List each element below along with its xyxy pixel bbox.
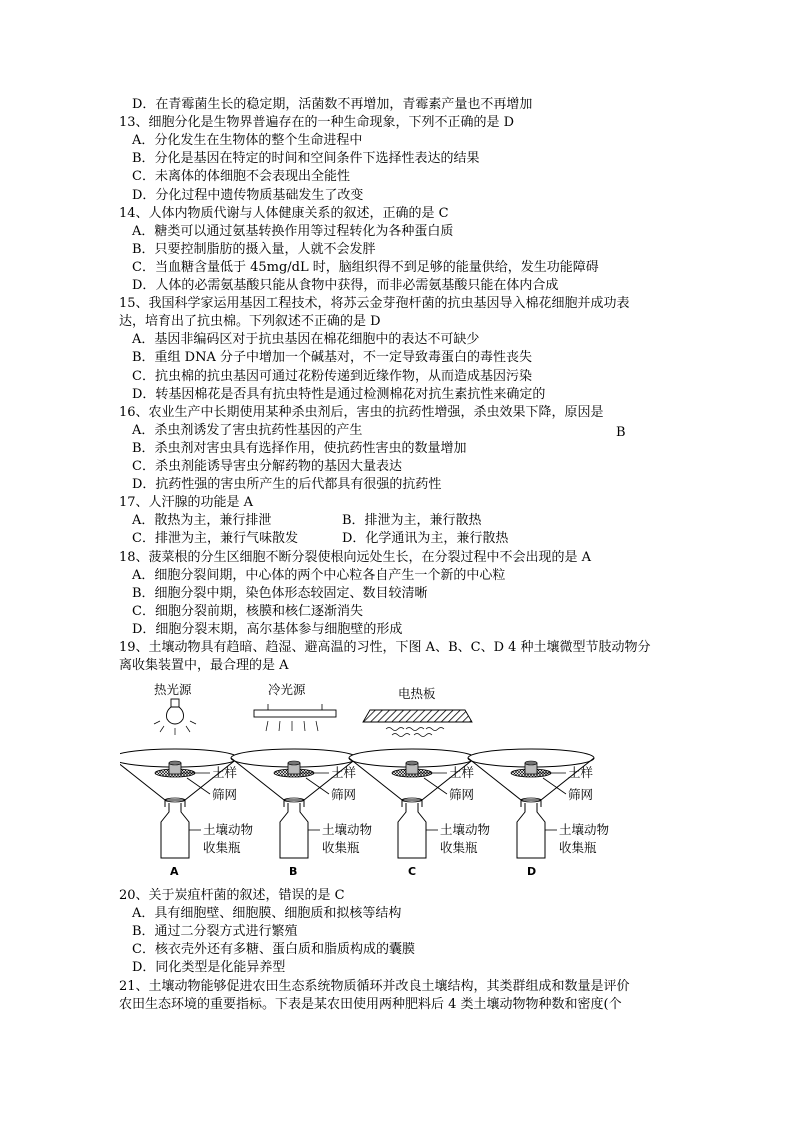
- question-line: 19、土壤动物具有趋暗、趋湿、避高温的习性，下图 A、B、C、D 4 种土壤微型节肢动物分: [119, 640, 651, 655]
- option-line: B．只要控制脂肪的摄入量，人就不会发胖: [132, 241, 376, 257]
- option-line: A．糖类可以通过氨基转换作用等过程转化为各种蛋白质: [132, 223, 454, 239]
- option-line: B．分化是基因在特定的时间和空间条件下选择性表达的结果: [132, 151, 480, 167]
- soil-label: 土样: [331, 765, 357, 780]
- hot-plate-icon: [363, 710, 472, 737]
- mesh-label: 筛网: [212, 787, 238, 802]
- option-line: A．基因非编码区对于抗虫基因在棉花细胞中的表达不可缺少: [132, 332, 480, 348]
- option-line: B．排泄为主，兼行散热: [342, 513, 482, 529]
- caption-c: C: [408, 865, 417, 878]
- bulb-icon: [154, 699, 196, 735]
- mesh-label: 筛网: [568, 787, 594, 802]
- question-line: 18、菠菜根的分生区细胞不断分裂使根向远处生长，在分裂过程中不会出现的是 A: [119, 549, 592, 565]
- option-line: B．细胞分裂中期，染色体形态较固定、数目较清晰: [132, 585, 428, 601]
- option-line: A．分化发生在生物体的整个生命进程中: [132, 133, 363, 149]
- soil-animal-extraction-figure: [120, 682, 700, 878]
- apparatus-a: [120, 682, 254, 878]
- option-line: D．同化类型是化能异养型: [132, 960, 286, 976]
- option-line: A．细胞分裂间期，中心体的两个中心粒各自产生一个新的中心粒: [132, 567, 506, 583]
- question-line: 20、关于炭疽杆菌的叙述，错误的是 C: [119, 888, 345, 903]
- option-line: D．人体的必需氨基酸只能从食物中获得，而非必需氨基酸只能在体内合成: [132, 278, 559, 293]
- source-label-hot-light: 热光源: [154, 682, 192, 697]
- option-line: C．当血糖含量低于 45mg/dL 时，脑组织得不到足够的能量供给，发生功能障碍: [132, 259, 599, 275]
- question-line: 21、土壤动物能够促进农田生态系统物质循环并改良土壤结构，其类群组成和数量是评价: [119, 978, 630, 994]
- caption-b: B: [289, 865, 298, 878]
- option-line: C．核衣壳外还有多糖、蛋白质和脂质构成的囊膜: [132, 942, 415, 958]
- option-line: D．细胞分裂末期，高尔基体参与细胞壁的形成: [132, 621, 403, 637]
- option-line: D．化学通讯为主，兼行散热: [342, 531, 509, 547]
- option-line: A．具有细胞壁、细胞膜、细胞质和拟核等结构: [132, 906, 402, 922]
- bottle-label-2: 收集瓶: [440, 840, 478, 855]
- mesh-label: 筛网: [449, 787, 475, 802]
- q16-answer: B: [616, 425, 626, 440]
- option-line: D．转基因棉花是否具有抗虫特性是通过检测棉花对抗生素抗性来确定的: [132, 386, 546, 402]
- source-label-cold-light: 冷光源: [268, 682, 306, 697]
- bottle-label-2: 收集瓶: [203, 840, 241, 855]
- question-line: 13、细胞分化是生物界普遍存在的一种生命现象，下列不正确的是 D: [119, 115, 515, 131]
- question-line: 农田生态环境的重要指标。下表是某农田使用两种肥料后 4 类土壤动物物种数和密度(个: [119, 996, 622, 1012]
- option-line: C．杀虫剂能诱导害虫分解药物的基因大量表达: [132, 459, 402, 474]
- bottle-label-1: 土壤动物: [322, 822, 373, 837]
- question-line: 离收集装置中，最合理的是 A: [119, 658, 289, 674]
- option-line: A．杀虫剂诱发了害虫抗药性基因的产生: [132, 422, 363, 438]
- apparatus-c: [349, 686, 491, 878]
- apparatus-d: [468, 749, 610, 878]
- option-line: C．未离体的体细胞不会表现出全能性: [132, 169, 350, 185]
- bottle-label-1: 土壤动物: [559, 822, 610, 837]
- source-label-hot-plate: 电热板: [398, 686, 436, 701]
- option-line: D．分化过程中遗传物质基础发生了改变: [132, 187, 364, 203]
- question-line: 15、我国科学家运用基因工程技术，将苏云金芽孢杆菌的抗虫基因导入棉花细胞并成功表: [119, 296, 630, 312]
- option-line: C．细胞分裂前期，核膜和核仁逐渐消失: [132, 603, 363, 619]
- question-line: 17、人汗腺的功能是 A: [119, 495, 254, 511]
- soil-label: 土样: [568, 765, 594, 780]
- bottle-label-1: 土壤动物: [440, 822, 491, 837]
- option-line: D．抗药性强的害虫所产生的后代都具有很强的抗药性: [132, 477, 442, 493]
- option-line: A．散热为主，兼行排泄: [132, 513, 272, 529]
- apparatus-b: [231, 682, 373, 878]
- cold-light-icon: [254, 704, 336, 731]
- option-line: B．重组 DNA 分子中增加一个碱基对，不一定导致毒蛋白的毒性丧失: [132, 350, 533, 366]
- bottle-label-2: 收集瓶: [322, 840, 360, 855]
- caption-d: D: [527, 865, 537, 878]
- option-line: B．通过二分裂方式进行繁殖: [132, 924, 298, 940]
- option-line: B．杀虫剂对害虫具有选择作用，使抗药性害虫的数量增加: [132, 440, 467, 456]
- question-line: 16、农业生产中长期使用某种杀虫剂后，害虫的抗药性增强，杀虫效果下降，原因是: [119, 404, 604, 420]
- question-line: 14、人体内物质代谢与人体健康关系的叙述，正确的是 C: [119, 205, 449, 221]
- caption-a: A: [170, 865, 179, 878]
- option-line: C．抗虫棉的抗虫基因可通过花粉传递到近缘作物，从而造成基因污染: [132, 368, 532, 384]
- soil-label: 土样: [449, 765, 475, 780]
- option-line: D．在青霉菌生长的稳定期，活菌数不再增加，青霉素产量也不再增加: [132, 97, 533, 112]
- option-line: C．排泄为主，兼行气味散发: [132, 531, 298, 547]
- bottle-label-1: 土壤动物: [203, 822, 254, 837]
- bottle-label-2: 收集瓶: [559, 840, 597, 855]
- mesh-label: 筛网: [331, 787, 357, 802]
- soil-label: 土样: [212, 765, 238, 780]
- question-line: 达，培育出了抗虫棉。下列叙述不正确的是 D: [119, 314, 381, 330]
